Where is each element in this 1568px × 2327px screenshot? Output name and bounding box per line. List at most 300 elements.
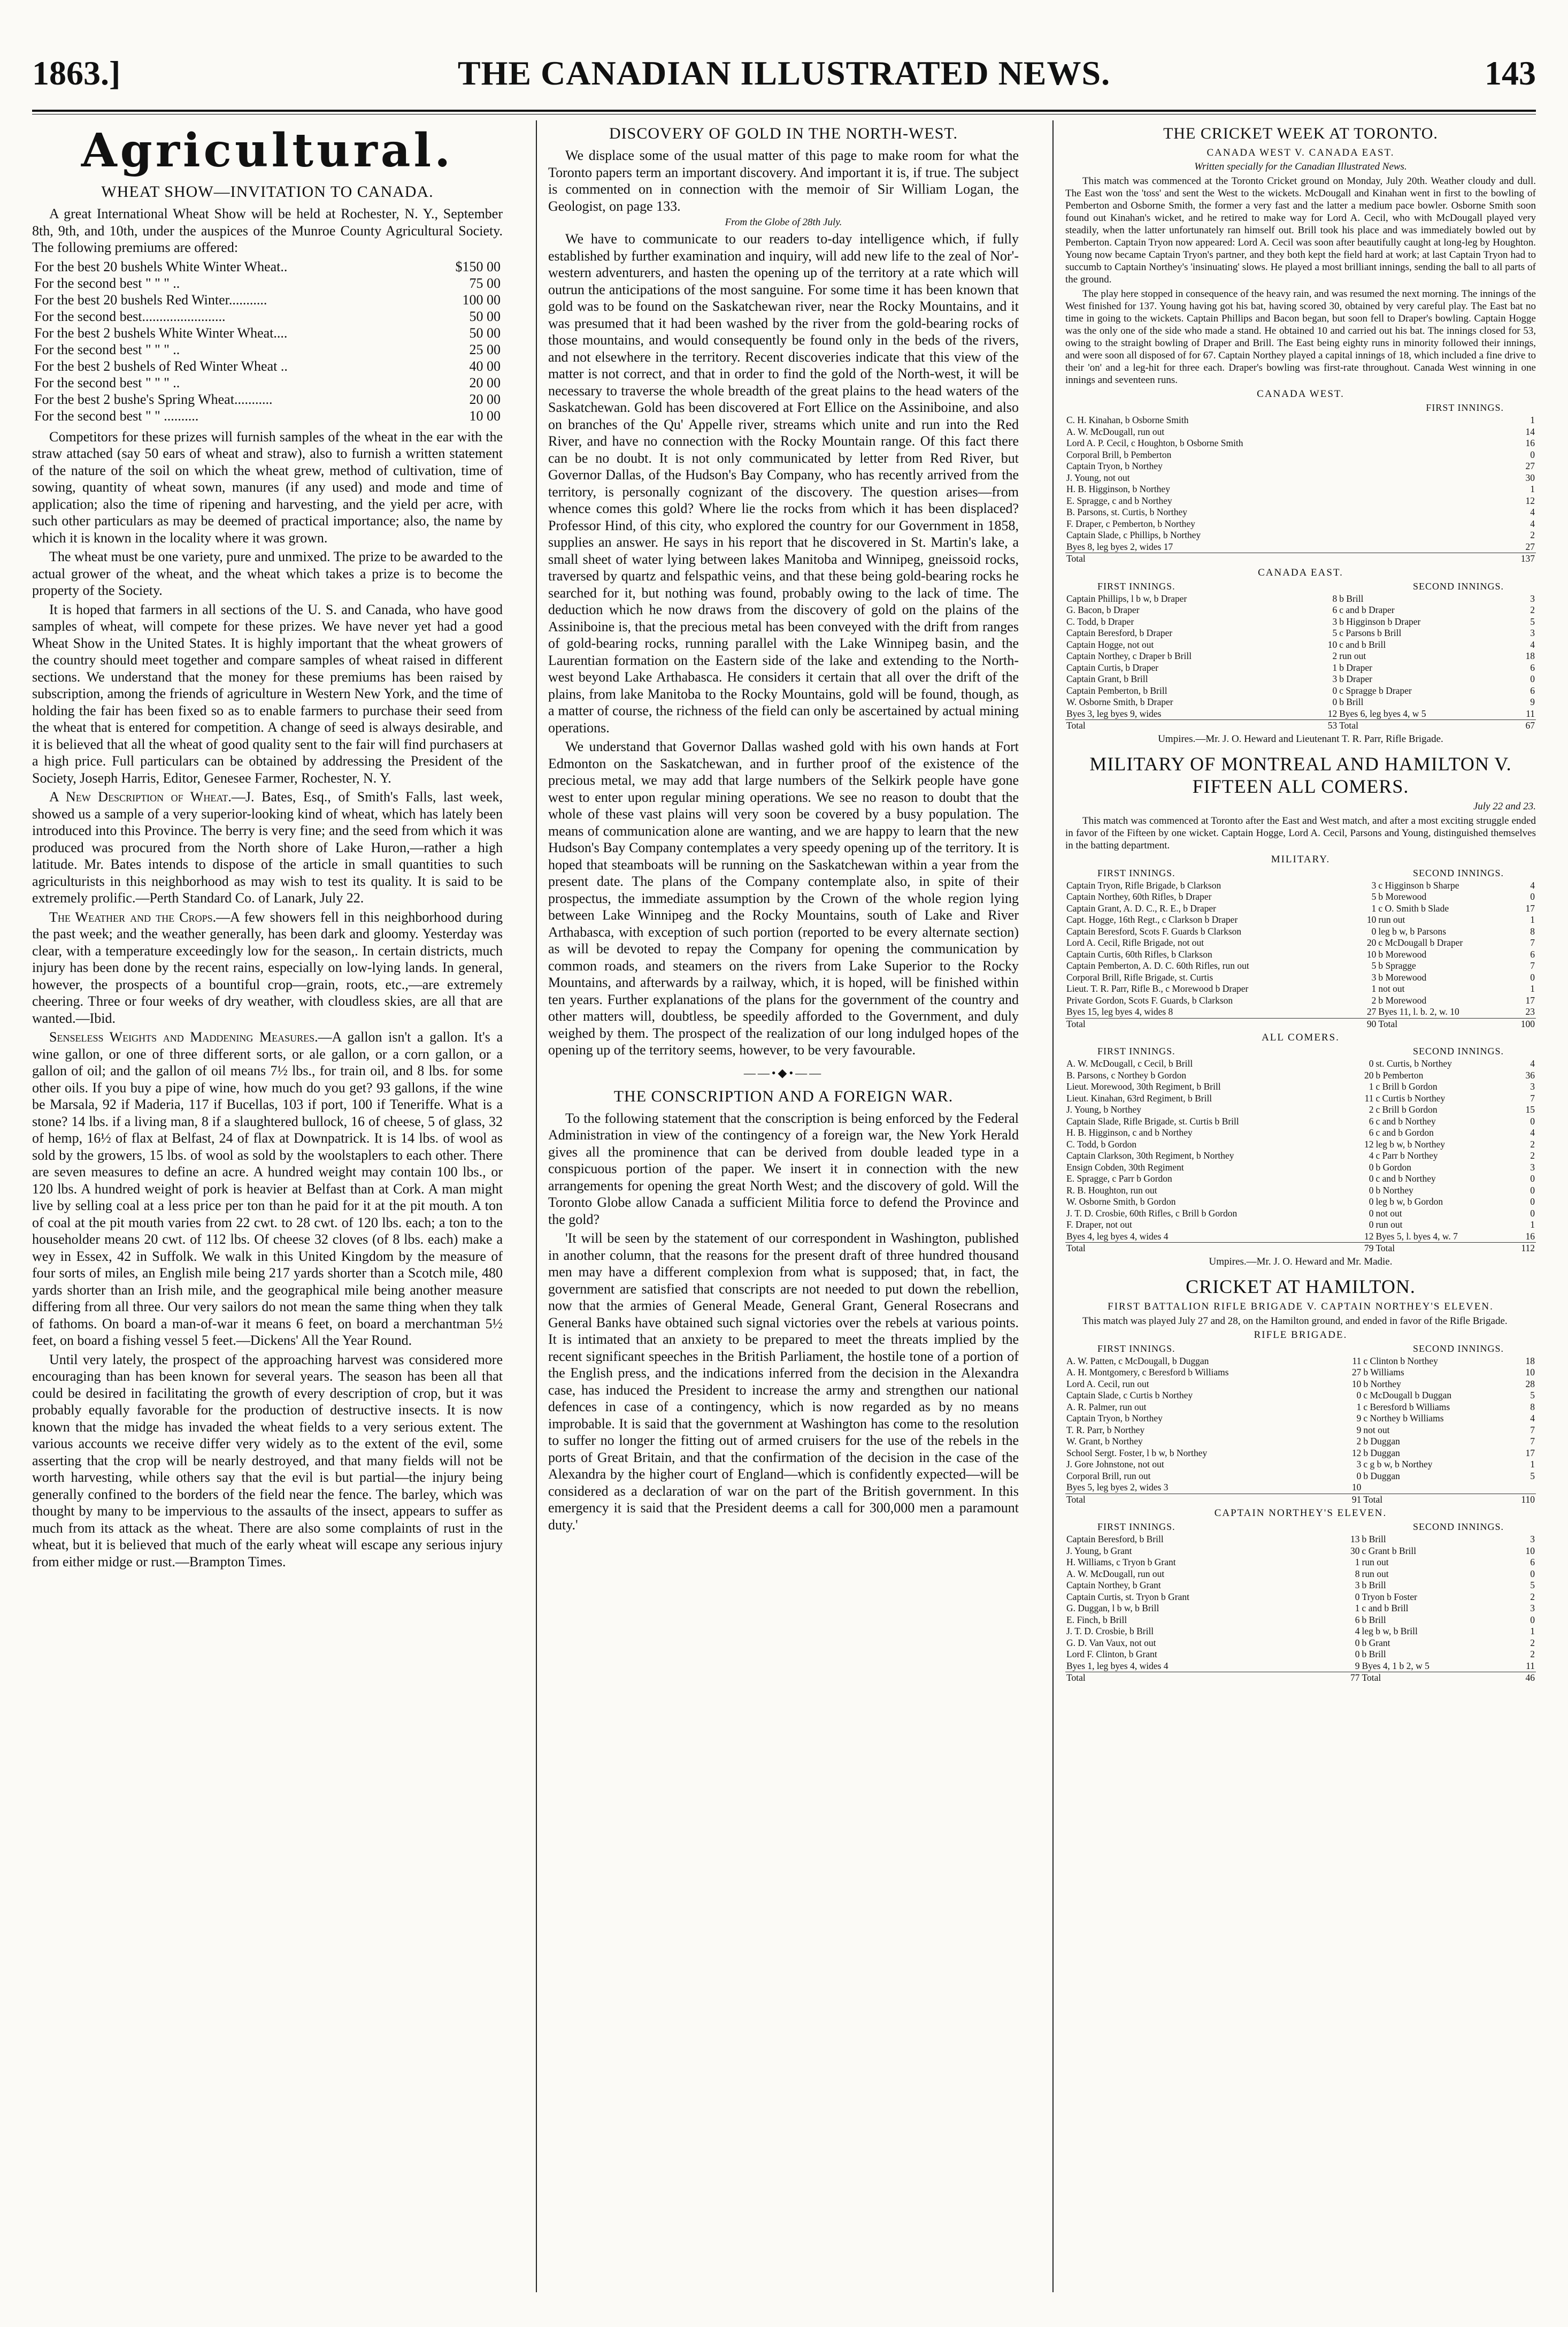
table-row (1065, 1058, 1536, 1070)
table-cell: leg b w, b Northey (1375, 1138, 1446, 1150)
table-row (1065, 662, 1536, 674)
table-row (1065, 507, 1536, 518)
table-row (1065, 1614, 1536, 1626)
section-title-agricultural: Agricultural. (81, 124, 454, 178)
table-cell: c and b Draper (1339, 604, 1395, 615)
paragraph: The play here stopped in consequence of the heavy rain, and was resumed the next morning. The innings of the West finished for 137. Young having got his bat, having scored 30, obtained by very careful play. The East bat no time in going to the wickets. Captain Phillips and Bacon began, but soon fell to Draper's bowling. Captain Hogge was the only one of the side who made a stand. He obtained 10 and carried out his bat. The innings closed for 53, owing to the straight bowling of Draper and Brill. The East being eighty runs in minority followed their innings, and were soon all disposed of for 67. Captain Northey played a capital innings of 18, which included a fine drive to their 'on' and a leg-hit for three each. Draper's bowling was first-rate throughout. Canada West winning in one innings and seventeen runs. (1065, 288, 1536, 386)
table-cell: 4 (1530, 1058, 1535, 1069)
table-cell: 0 (1530, 1614, 1535, 1625)
table-cell: A. W. McDougall, run out (1066, 1568, 1165, 1579)
table-row (1065, 1459, 1536, 1471)
table-row (1065, 1482, 1536, 1494)
table-cell: 11 (1364, 1092, 1374, 1104)
table-cell: 12 (1364, 1230, 1374, 1242)
table-cell: 9 (1530, 696, 1535, 707)
table-cell: 137 (1512, 553, 1536, 565)
table-cell: Byes 4, 1 b 2, w 5 (1362, 1660, 1429, 1671)
table-row (1065, 426, 1536, 438)
scorecard-northey-eleven (1065, 1534, 1536, 1684)
table-cell: 0 (1530, 1184, 1535, 1196)
table-cell: T. R. Parr, b Northey (1066, 1424, 1145, 1435)
table-cell: b Northey (1375, 1184, 1413, 1196)
scorecard-military (1065, 880, 1536, 1030)
table-cell: b Morewood (1378, 891, 1427, 902)
table-cell: 27 (1525, 541, 1535, 552)
table-cell: Captain Hogge, not out (1066, 639, 1154, 650)
table-cell: 6 (1530, 1557, 1535, 1567)
table-cell: 27 (1525, 461, 1535, 471)
issue-year: 1863.] (32, 54, 121, 92)
table-cell: 3 (1371, 971, 1377, 983)
table-cell: 0 (1369, 1219, 1374, 1230)
newspaper-title: THE CANADIAN ILLUSTRATED NEWS. (457, 54, 1111, 92)
table-row (32, 325, 503, 341)
ornament-divider-icon: ——•◆•—— (743, 1066, 824, 1080)
table-row (1065, 1626, 1536, 1637)
table-row (1065, 1196, 1536, 1208)
table-cell: Lieut. Morewood, 30th Regiment, b Brill (1066, 1081, 1221, 1092)
table-row (1065, 1637, 1536, 1649)
table-cell: not out (1363, 1424, 1390, 1435)
table-row (1065, 1356, 1536, 1367)
table-cell: 2 (1530, 1591, 1535, 1602)
table-row (1065, 696, 1536, 708)
table-cell: b Gordon (1375, 1161, 1412, 1173)
table-row (1065, 616, 1536, 628)
table-cell: 110 (1512, 1494, 1536, 1505)
table-row (32, 258, 503, 275)
paragraph: We displace some of the usual matter of this page to make room for what the Toronto papers term an important discovery. And important it is, if true. The subject is commented on in connection with the memoir of Sir William Logan, the Geologist, on page 133. (548, 148, 1019, 214)
table-cell: Captain Northey, 60th Rifles, b Draper (1066, 891, 1212, 902)
table-row (1065, 1660, 1536, 1672)
table-cell: J. T. D. Crosbie, 60th Rifles, c Brill b Gordon (1066, 1207, 1238, 1219)
premiums-table (32, 258, 503, 424)
article-heading-military: MILITARY OF MONTREAL AND HAMILTON V. FIFTEEN ALL COMERS. (1089, 753, 1512, 797)
table-cell: b Northey (1363, 1378, 1401, 1389)
table-cell: 7 (1530, 1092, 1535, 1104)
table-cell: 6 (1530, 685, 1535, 696)
table-cell: Total (1065, 553, 1512, 565)
table-cell: 100 00 (462, 292, 501, 308)
table-cell: Corporal Brill, b Pemberton (1066, 449, 1172, 460)
table-cell: 6 (1332, 604, 1338, 615)
table-cell: 6 (1355, 1614, 1360, 1625)
table-row (1065, 604, 1536, 616)
masthead (32, 48, 1536, 102)
table-cell: 18 (1525, 650, 1535, 661)
table-cell: Total (1361, 1672, 1512, 1684)
table-cell: Tryon b Foster (1362, 1591, 1417, 1602)
table-cell: Lord F. Clinton, b Grant (1066, 1649, 1157, 1659)
table-cell: c Northey b Williams (1363, 1413, 1444, 1423)
table-cell: 0 (1332, 696, 1338, 707)
table-cell: 1 (1356, 1401, 1362, 1412)
table-cell: Capt. Hogge, 16th Regt., c Clarkson b Draper (1066, 914, 1238, 925)
table-cell: c and b Gordon (1375, 1127, 1434, 1138)
table-cell: 4 (1530, 879, 1535, 891)
table-cell: 0 (1369, 1058, 1374, 1069)
table-cell: 0 (1369, 1196, 1374, 1207)
paragraph: To the following statement that the conscription is being enforced by the Federal Administration in view of the contingency of a foreign war, the New York Herald gives all the prominence that can be derived from double leaded type in a conspicuous portion of the paper. We insert it in connection with the new arrangements for opening the great North West; and the discovery of gold. Will the Toronto Globe allow Canada a sufficient Militia force to defend the Province and the gold? (548, 1110, 1019, 1227)
table-cell: c and b Northey (1375, 1115, 1436, 1127)
scorecard-rifle-brigade (1065, 1356, 1536, 1506)
table-cell: Total (1338, 720, 1512, 732)
table-cell: For the second best " " " .. (34, 374, 180, 391)
table-cell: 11 (1526, 1660, 1535, 1671)
table-cell: 5 (1530, 616, 1535, 627)
match-title: CANADA WEST V. CANADA EAST. (1206, 147, 1395, 158)
table-cell: Byes 15, leg byes 4, wides 8 (1066, 1006, 1173, 1017)
table-cell: 1 (1332, 662, 1338, 673)
table-cell: c Spragge b Draper (1339, 685, 1412, 696)
table-cell: 5 (1371, 960, 1377, 971)
table-cell: 10 (1525, 1367, 1535, 1377)
table-cell: W. Grant, b Northey (1066, 1436, 1143, 1446)
table-cell: run out (1362, 1557, 1389, 1567)
table-row (1065, 1127, 1536, 1139)
table-cell: Total (1065, 720, 1315, 732)
table-cell: 17 (1525, 902, 1535, 914)
table-row (1065, 673, 1536, 685)
table-cell (1362, 1482, 1512, 1494)
table-row (1065, 1231, 1536, 1243)
table-cell: Captain Curtis, st. Tryon b Grant (1066, 1591, 1189, 1602)
column-cricket (1065, 120, 1536, 2292)
table-row (32, 308, 503, 325)
table-row (1065, 903, 1536, 915)
table-cell: E. Spragge, c and b Northey (1066, 495, 1172, 506)
match-date: July 22 and 23. (1473, 800, 1536, 812)
table-cell: b Duggan (1363, 1470, 1400, 1481)
table-cell: 5 (1530, 1390, 1535, 1400)
table-row (1065, 1139, 1536, 1151)
table-row (32, 374, 503, 391)
table-cell: Captain Grant, A. D. C., R. E., b Draper (1066, 902, 1216, 914)
table-row (32, 391, 503, 408)
table-row (1065, 472, 1536, 484)
match-title: FIRST BATTALION RIFLE BRIGADE V. CAPTAIN NORTHEY'S ELEVEN. (1108, 1300, 1494, 1312)
table-cell: 12 (1525, 495, 1535, 506)
table-cell: run out (1339, 650, 1366, 661)
table-cell: 75 00 (469, 275, 501, 291)
table-row (1065, 972, 1536, 984)
table-cell: run out (1362, 1568, 1389, 1579)
table-cell: 3 (1530, 627, 1535, 638)
table-cell: b Grant (1362, 1637, 1390, 1648)
table-cell: Total (1374, 1243, 1512, 1254)
source-credit: From the Globe of 28th July. (725, 217, 842, 228)
column-agricultural (32, 120, 503, 2292)
table-cell: 2 (1530, 1150, 1535, 1161)
table-cell: 79 (1351, 1243, 1374, 1254)
table-cell: 6 (1369, 1115, 1374, 1127)
table-cell: Byes 5, leg byes 2, wides 3 (1066, 1482, 1169, 1492)
table-cell: Corporal Brill, Rifle Brigade, st. Curtis (1066, 971, 1213, 983)
table-row (1065, 1208, 1536, 1220)
table-cell: 67 (1512, 720, 1536, 732)
table-cell: leg b w, b Parsons (1378, 925, 1447, 937)
innings-heading: FIRST INNINGS. SECOND INNINGS. (1097, 580, 1504, 592)
table-cell: 3 (1371, 879, 1377, 891)
table-cell: 7 (1530, 1436, 1535, 1446)
table-cell: 91 (1339, 1494, 1362, 1505)
table-cell: Byes 11, l. b. 2, w. 10 (1378, 1006, 1459, 1017)
table-cell: not out (1375, 1207, 1402, 1219)
table-cell: Lieut. Kinahan, 63rd Regiment, b Brill (1066, 1092, 1212, 1104)
table-row (1065, 1402, 1536, 1413)
table-cell: 16 (1525, 438, 1535, 448)
table-cell: 90 (1354, 1018, 1377, 1030)
table-cell: 10 (1366, 914, 1377, 925)
table-cell: W. Osborne Smith, b Draper (1066, 696, 1173, 707)
table-cell: B. Parsons, c Northey b Gordon (1066, 1069, 1187, 1081)
table-row (1065, 530, 1536, 541)
table-cell: 20 00 (469, 391, 501, 407)
table-row (1065, 1093, 1536, 1105)
table-cell: 8 (1355, 1568, 1360, 1579)
table-cell: 1 (1530, 1219, 1535, 1230)
table-cell: 0 (1530, 971, 1535, 983)
table-cell: E. Finch, b Brill (1066, 1614, 1127, 1625)
table-cell: 2 (1332, 650, 1338, 661)
table-cell: Captain Beresford, Scots F. Guards b Clarkson (1066, 925, 1242, 937)
table-cell: 14 (1525, 426, 1535, 437)
table-cell: st. Curtis, b Northey (1375, 1058, 1452, 1069)
table-row (1065, 1545, 1536, 1557)
table-cell: c Parsons b Brill (1339, 627, 1402, 638)
table-row (1065, 438, 1536, 449)
table-cell: 7 (1530, 960, 1535, 971)
table-cell: 1 (1530, 983, 1535, 994)
table-row (1065, 914, 1536, 926)
table-cell: c Parr b Northey (1375, 1150, 1438, 1161)
table-cell: For the best 2 bushels of Red Winter Wheat .. (34, 358, 288, 374)
table-cell: b Brill (1362, 1534, 1386, 1544)
table-cell: For the best 20 bushels Red Winter........... (34, 292, 267, 308)
table-cell: 4 (1530, 507, 1535, 517)
table-cell: Captain Curtis, b Draper (1066, 662, 1159, 673)
table-cell: Captain Phillips, l b w, b Draper (1066, 593, 1187, 604)
table-cell: 8 (1332, 593, 1338, 604)
table-row (1065, 880, 1536, 892)
table-cell: Total (1065, 1672, 1338, 1684)
table-cell: b Williams (1363, 1367, 1404, 1377)
innings-heading: FIRST INNINGS. (1426, 402, 1504, 413)
paragraph: 'It will be seen by the statement of our correspondent in Washington, published in another column, that the reasons for the present draft of three hundred thousand men may have a different complexion from what is supposed; that, in fact, the government are satisfied that conscripts are not needed to put down the rebellion, now that the armies of General Meade, General Grant, General Rosecrans and General Banks have obtained such signal victories over the rebels at various points. It is intimated that an anxiety to be prepared to meet the threats implied by the recent significant speeches in the British Parliament, the hostile tone of a portion of the English press, and the indications inferred from the decision in the Alexandra case, has induced the President to increase the army and strengthen our national defences in case of a contingency, which is now regarded as by no means improbable. It is said that the government at Washington has come to the resolution to suffer no longer the fitting out of armed cruisers for the use of the rebels in the ports of Great Britain, and that the confirmation of the decision in the case of the Alexandra by the higher court of England—which is confidently expected—will be considered as a declaration of war on the part of the British government. In this emergency it is said that the President deems a call for 300,000 men a paramount duty.' (548, 1230, 1019, 1533)
article-heading-conscription: THE CONSCRIPTION AND A FOREIGN WAR. (613, 1087, 954, 1105)
masthead-rule (32, 110, 1536, 114)
table-cell: Lord A. P. Cecil, c Houghton, b Osborne Smith (1066, 438, 1243, 448)
paragraph: We understand that Governor Dallas washed gold with his own hands at Fort Edmonton on the Saskatchewan, and in further proof of the existence of the precious metal, we may add that large numbers of the Selkirk people have gone west to enter upon regular mining operations. We see no reason to doubt that the whole of these vast plains will very soon be covered by a busy population. The means of communication alone are wanting, and we are happy to learn that the new Hudson's Bay Company contemplates a very speedy opening up of the territory. It is hoped that steamboats will be running on the Saskatchewan within a year from the present date. The plans of the Company contemplate also, in spite of their prospectus, the immediate assumption by the Crown of the whole region lying between Lake Winnipeg and the Rocky Mountains, south of Lake and River Arthabasca, with exception of such portion (reported to be every alternate section) as will be devoted to repay the Company for opening the communication by common roads, and steamers on the rivers from Lake Superior to the Rocky Mountains, and afterwards by a railway, which, it is hoped, will be finished within ten years. Further explanations of the plans for the government of the country and other matters will, doubtless, be speedily afforded to the Government, and duly weighed by them. The prospect of the realization of our long indulged hopes of the opening up of the territory seems, however, to be very favourable. (548, 739, 1019, 1058)
table-row (32, 358, 503, 374)
table-cell: For the second best " " " .. (34, 275, 180, 291)
table-cell: 1 (1530, 1626, 1535, 1636)
table-row (1065, 1006, 1536, 1018)
paragraph: It is hoped that farmers in all sections of the U. S. and Canada, who have good samples of wheat, will compete for these prizes. We have never yet had a good Wheat Show in the United States. It is highly important that the wheat growers of the country should meet together and compare samples of wheat raised in different sections. We understand that the money for these premiums has been raised by subscription, among the friends of agriculture in Western New York, and the time of holding the fair has been fixed so as to enable farmers to purchase their seed from the wheat that is entered for competition. A change of seed is always desirable, and it is believed that all the wheat of good quality sent to the fair will find purchasers at a high price. Full particulars can be obtained by addressing the President of the Society, Joseph Harris, Editor, Genesee Farmer, Rochester, N. Y. (32, 601, 503, 786)
table-row (1065, 541, 1536, 553)
paragraph: Competitors for these prizes will furnish samples of the wheat in the ear with the straw attached (say 50 ears of wheat and straw), also to furnish a written statement of the nature of the soil on which the wheat grew, method of cultivation, time of sowing, quantity of wheat sown, manures (if any used) and mode and time of application; also the time of ripening and harvesting, and the yield per acre, with such other particulars as may be deemed of practical importance; also, the name by which it is known in the locality where it was grown. (32, 428, 503, 546)
table-cell: 1 (1530, 914, 1535, 925)
table-cell: G. D. Van Vaux, not out (1066, 1637, 1156, 1648)
table-cell: Captain Tryon, b Northey (1066, 1413, 1163, 1423)
table-cell: 5 (1530, 1580, 1535, 1590)
table-cell: 10 (1366, 948, 1377, 960)
article-heading-hamilton: CRICKET AT HAMILTON. (1186, 1275, 1416, 1297)
table-cell: Total (1065, 1243, 1351, 1254)
table-cell: 0 (1530, 1173, 1535, 1184)
table-cell: 3 (1530, 1603, 1535, 1613)
table-cell: 9 (1356, 1424, 1362, 1435)
table-cell: c Brill b Gordon (1375, 1104, 1438, 1115)
table-cell: W. Osborne Smith, b Gordon (1066, 1196, 1176, 1207)
paragraph-lead: Senseless Weights and Maddening Measures. (49, 1029, 318, 1045)
table-cell: Byes 1, leg byes 4, wides 4 (1066, 1660, 1169, 1671)
table-row (1065, 1219, 1536, 1231)
table-cell: c Higginson b Sharpe (1378, 879, 1459, 891)
table-cell: not out (1378, 983, 1405, 994)
table-row (32, 408, 503, 424)
table-cell: c Brill b Gordon (1375, 1081, 1438, 1092)
table-cell: 1 (1530, 1459, 1535, 1469)
table-cell: Captain Pemberton, A. D. C. 60th Rifles, run out (1066, 960, 1249, 971)
table-cell: 20 (1366, 937, 1377, 948)
table-cell: F. Draper, c Pemberton, b Northey (1066, 518, 1195, 529)
table-cell: 10 (1525, 1545, 1535, 1556)
table-cell: Lord A. Cecil, Rifle Brigade, not out (1066, 937, 1204, 948)
table-cell: 3 (1332, 673, 1338, 684)
table-cell: 7 (1530, 937, 1535, 948)
table-cell: Ensign Cobden, 30th Regiment (1066, 1161, 1184, 1173)
table-row (1065, 983, 1536, 995)
table-cell: c and b Brill (1362, 1603, 1409, 1613)
table-cell: 15 (1525, 1104, 1535, 1115)
column-gold-conscription (548, 120, 1019, 2292)
table-row (1065, 1557, 1536, 1568)
table-cell: c Clinton b Northey (1363, 1355, 1438, 1366)
table-row (1065, 995, 1536, 1007)
table-cell: Lord A. Cecil, run out (1066, 1378, 1149, 1389)
table-cell: Byes 3, leg byes 9, wides (1066, 708, 1162, 719)
table-cell: 25 00 (469, 341, 501, 357)
table-cell: J. Gore Johnstone, not out (1066, 1459, 1164, 1469)
table-cell: c McDougall b Draper (1378, 937, 1463, 948)
table-cell: For the best 2 bushe's Spring Wheat........... (34, 391, 273, 407)
table-cell: 36 (1525, 1069, 1535, 1081)
table-row (32, 292, 503, 308)
table-cell: 8 (1530, 1401, 1535, 1412)
table-cell: 5 (1371, 891, 1377, 902)
table-cell: run out (1378, 914, 1405, 925)
table-row (1065, 1150, 1536, 1162)
table-cell: 4 (1530, 518, 1535, 529)
table-row (1065, 937, 1536, 949)
table-cell: Captain Slade, c Curtis b Northey (1066, 1390, 1193, 1400)
article-heading-gold: DISCOVERY OF GOLD IN THE NORTH-WEST. (609, 125, 958, 142)
table-cell: C. Todd, b Gordon (1066, 1138, 1137, 1150)
table-cell: 2 (1530, 1637, 1535, 1648)
table-row (1065, 891, 1536, 903)
table-cell: run out (1375, 1219, 1403, 1230)
table-cell: 2 (1369, 1104, 1374, 1115)
table-cell: 2 (1530, 1649, 1535, 1659)
table-cell: A. W. McDougall, c Cecil, b Brill (1066, 1058, 1193, 1069)
table-cell: b Draper (1339, 662, 1372, 673)
innings-heading: FIRST INNINGS. SECOND INNINGS. (1097, 1046, 1504, 1057)
table-row (32, 341, 503, 358)
table-row (1065, 593, 1536, 605)
table-row (1065, 926, 1536, 938)
table-cell: 0 (1356, 1390, 1362, 1400)
table-cell: b Brill (1339, 593, 1364, 604)
table-cell (1512, 1482, 1536, 1494)
table-cell: 4 (1530, 1413, 1535, 1423)
table-cell: Lieut. T. R. Parr, Rifle B., c Morewood b Draper (1066, 983, 1249, 994)
table-row (1065, 1116, 1536, 1128)
table-cell: J. Young, not out (1066, 472, 1130, 483)
table-cell: 0 (1371, 925, 1377, 937)
table-cell: 23 (1525, 1006, 1535, 1017)
table-cell: 4 (1530, 1127, 1535, 1138)
table-cell: 28 (1525, 1378, 1535, 1389)
table-cell: 12 (1364, 1138, 1374, 1150)
table-row (1065, 1185, 1536, 1197)
table-cell: For the second best " " " .. (34, 341, 180, 357)
table-row (1065, 518, 1536, 530)
table-cell: C. Todd, b Draper (1066, 616, 1134, 627)
table-cell: A. H. Montgomery, c Beresford b Williams (1066, 1367, 1229, 1377)
table-cell: 77 (1338, 1672, 1361, 1684)
table-cell: 1 (1530, 415, 1535, 425)
table-cell: c Grant b Brill (1362, 1545, 1417, 1556)
table-cell: 13 (1350, 1534, 1360, 1544)
table-cell: b Higginson b Draper (1339, 616, 1421, 627)
scorecard-all-comers (1065, 1058, 1536, 1254)
table-cell: 4 (1530, 639, 1535, 650)
table-cell: Byes 6, leg byes 4, w 5 (1339, 708, 1426, 719)
team-heading: CANADA EAST. (1258, 567, 1343, 578)
table-row (1065, 650, 1536, 662)
table-cell: 0 (1369, 1161, 1374, 1173)
table-cell: 3 (1530, 1081, 1535, 1092)
table-cell: 20 (1364, 1069, 1374, 1081)
table-cell: Captain Slade, c Phillips, b Northey (1066, 530, 1201, 540)
table-cell: 0 (1355, 1591, 1360, 1602)
table-cell: 3 (1530, 1534, 1535, 1544)
table-cell: c g b w, b Northey (1363, 1459, 1433, 1469)
page-number: 143 (1485, 54, 1536, 92)
table-cell: R. B. Houghton, run out (1066, 1184, 1157, 1196)
paragraph-lead: The Weather and the Crops. (49, 909, 217, 925)
table-cell: 10 (1327, 639, 1338, 650)
table-cell: G. Bacon, b Draper (1066, 604, 1140, 615)
table-cell: A. R. Palmer, run out (1066, 1401, 1147, 1412)
table-cell: A. W. Patten, c McDougall, b Duggan (1066, 1355, 1209, 1366)
table-cell: 0 (1530, 1196, 1535, 1207)
total-row (1065, 1672, 1536, 1684)
team-heading: MILITARY. (1271, 853, 1331, 865)
table-cell: Captain Tryon, Rifle Brigade, b Clarkson (1066, 879, 1221, 891)
total-row (1065, 1494, 1536, 1505)
table-cell: J. T. D. Crosbie, b Brill (1066, 1626, 1154, 1636)
table-cell: 6 (1369, 1127, 1374, 1138)
table-cell: Captain Northey, b Grant (1066, 1580, 1161, 1590)
table-cell: 4 (1369, 1150, 1374, 1161)
table-row (1065, 627, 1536, 639)
table-cell: b Duggan (1363, 1447, 1400, 1458)
table-cell: b Draper (1339, 673, 1372, 684)
table-cell: b Brill (1339, 696, 1364, 707)
total-row (1065, 720, 1536, 732)
